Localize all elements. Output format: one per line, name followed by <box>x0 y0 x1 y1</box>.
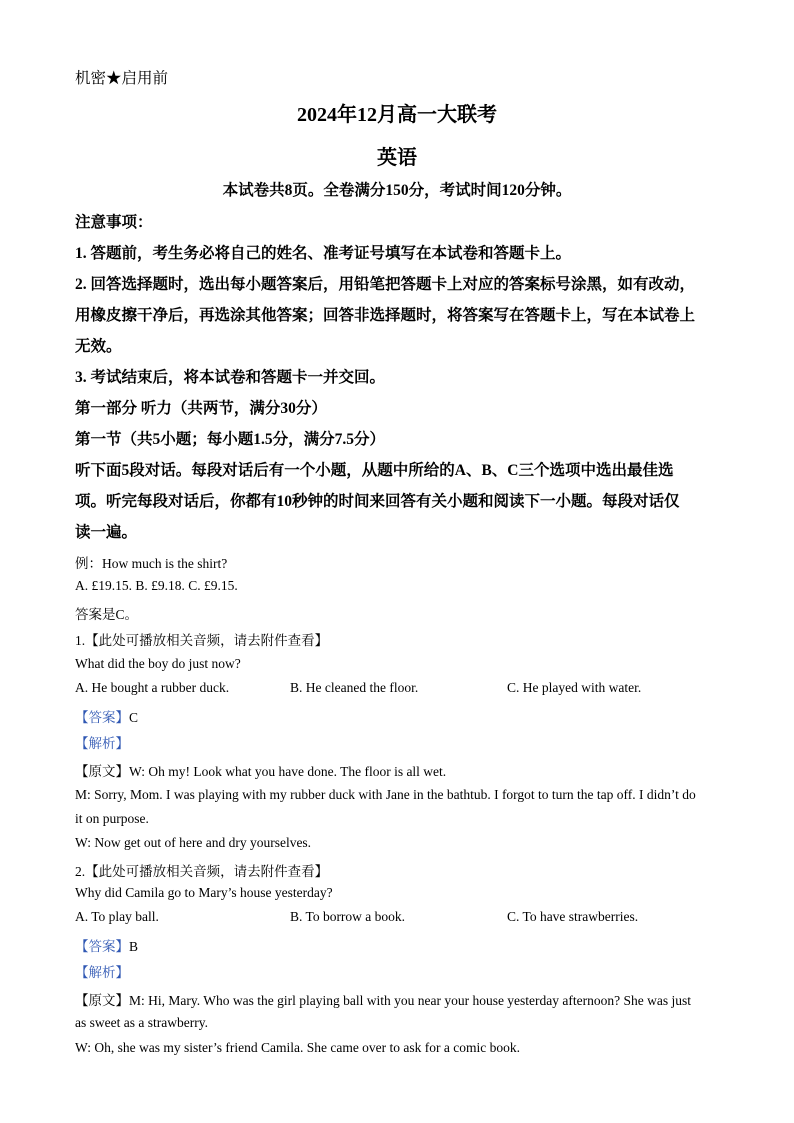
q2-analysis-label: 【解析】 <box>75 965 129 980</box>
q1-option-a: A. He bought a rubber duck. <box>75 680 230 695</box>
q1-answer <box>75 706 138 726</box>
q2-audio-note: 2.【此处可播放相关音频，请去附件查看】 <box>75 864 329 879</box>
notice-item-2-line-3: 无效。 <box>75 338 122 355</box>
exam-info: 本试卷共8页。全卷满分150分，考试时间120分钟。 <box>222 182 572 199</box>
q2-script-text: M: Hi, Mary. Who was the girl playing ball with you near your house yesterday afternoon? She was just <box>129 993 692 1008</box>
q2-script-line-2: as sweet as a strawberry. <box>75 1015 208 1030</box>
notice-heading: 注意事项： <box>75 214 153 231</box>
subject-title: 英语 <box>377 147 417 169</box>
section1-heading: 第一节（共5小题；每小题1.5分，满分7.5分） <box>75 431 386 448</box>
instructions-line-2: 项。听完每段对话后，你都有10秒钟的时间来回答有关小题和阅读下一小题。每段对话仅 <box>75 493 680 510</box>
instructions-line-1: 听下面5段对话。每段对话后有一个小题，从题中所给的A、B、C三个选项中选出最佳选 <box>75 462 674 479</box>
example-options: A. £19.15. B. £9.18. C. £9.15. <box>75 578 238 593</box>
example-answer: 答案是C。 <box>75 607 139 622</box>
q1-answer-value: C <box>129 710 139 725</box>
part1-heading: 第一部分 听力（共两节，满分30分） <box>75 400 327 417</box>
q2-answer-value: B <box>129 939 139 954</box>
q1-analysis-label: 【解析】 <box>75 736 129 751</box>
confidential-label: 机密★启用前 <box>75 70 169 87</box>
q1-script-line-2: M: Sorry, Mom. I was playing with my rubber duck with Jane in the bathtub. I forgot to turn the tap off. I didn’t do <box>75 787 696 802</box>
q1-option-c: C. He played with water. <box>507 680 642 695</box>
q2-script-line-3: W: Oh, she was my sister’s friend Camila. She came over to ask for a comic book. <box>75 1040 521 1055</box>
q1-audio-note: 1.【此处可播放相关音频，请去附件查看】 <box>75 633 329 648</box>
q1-script-text: W: Oh my! Look what you have done. The floor is all wet. <box>129 764 447 779</box>
notice-item-1: 1. 答题前，考生务必将自己的姓名、准考证号填写在本试卷和答题卡上。 <box>75 245 572 262</box>
example-question: 例：How much is the shirt? <box>75 556 228 571</box>
notice-item-2-line-2: 用橡皮擦干净后，再选涂其他答案；回答非选择题时，将答案写在答题卡上，写在本试卷上 <box>75 307 696 324</box>
q2-question: Why did Camila go to Mary’s house yesterday? <box>75 885 333 900</box>
q2-answer-label: 【答案】 <box>75 939 129 954</box>
q2-option-b: B. To borrow a book. <box>290 909 406 924</box>
q2-answer <box>75 935 138 955</box>
q1-script-line-3: it on purpose. <box>75 811 149 826</box>
q2-option-c: C. To have strawberries. <box>507 909 639 924</box>
q2-script-label: 【原文】 <box>75 993 129 1008</box>
notice-item-3: 3. 考试结束后，将本试卷和答题卡一并交回。 <box>75 369 386 386</box>
q1-script-line-4: W: Now get out of here and dry yourselves. <box>75 835 312 850</box>
q1-script-label: 【原文】 <box>75 764 129 779</box>
instructions-line-3: 读一遍。 <box>75 524 138 541</box>
q1-question: What did the boy do just now? <box>75 656 241 671</box>
q1-option-b: B. He cleaned the floor. <box>290 680 419 695</box>
q1-script-line-1 <box>75 760 446 780</box>
exam-title: 2024年12月高一大联考 <box>297 104 497 126</box>
q1-answer-label: 【答案】 <box>75 710 129 725</box>
q2-option-a: A. To play ball. <box>75 909 159 924</box>
notice-item-2-line-1: 2. 回答选择题时，选出每小题答案后，用铅笔把答题卡上对应的答案标号涂黑，如有改动， <box>75 276 696 293</box>
q2-script-line-1 <box>75 989 691 1009</box>
